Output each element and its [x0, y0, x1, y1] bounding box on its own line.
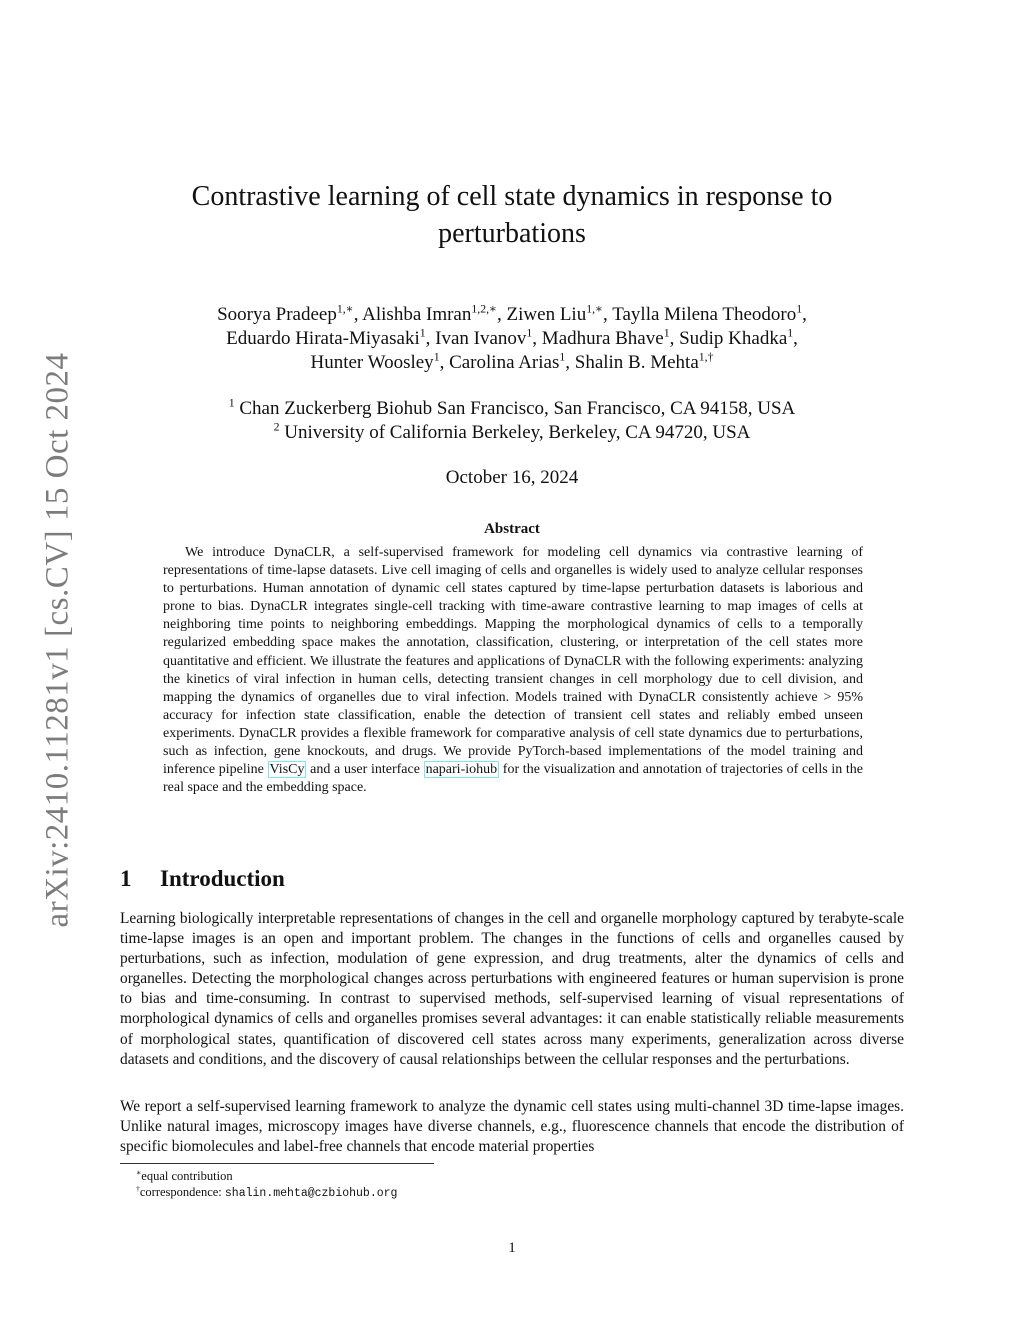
footnote-equal-contribution	[136, 1168, 233, 1184]
author-affiliation-mark: 1	[559, 350, 566, 364]
author-name: Soorya Pradeep	[217, 304, 337, 325]
author-name: Carolina Arias	[449, 352, 560, 373]
author-affiliation-mark: 1	[419, 326, 426, 340]
author-name: Ivan Ivanov	[435, 328, 527, 349]
author-name: Ziwen Liu	[506, 304, 587, 325]
author-affiliation-mark: 1	[796, 302, 803, 316]
footnote-correspondence	[136, 1184, 397, 1202]
page-number: 1	[508, 1240, 516, 1256]
author-affiliation-mark: 1,2,∗	[471, 302, 498, 316]
author-affiliation-mark: 1	[433, 350, 440, 364]
footnote-mark: ∗	[136, 1167, 142, 1177]
author-name: Eduardo Hirata-Miyasaki	[226, 328, 420, 349]
affiliation-text: Chan Zuckerberg Biohub San Francisco, San Francisco, CA 94158, USA	[239, 398, 796, 419]
footnote-rule	[120, 1163, 434, 1164]
author-name: Taylla Milena Theodoro	[612, 304, 797, 325]
abstract-heading: Abstract	[484, 521, 540, 537]
affiliations	[120, 397, 904, 445]
abstract-text: We introduce DynaCLR, a self-supervised framework for modeling cell dynamics via contrastive learning of representations of time-lapse datasets. Live cell imaging of cells and organelles is widely used to analyze cellular responses to perturbations. Human annotation of dynamic cell states captured by time-lapse perturbation datasets is laborious and prone to bias. DynaCLR integrates single-cell tracking with time-aware contrastive learning to map images of cells at neighboring time points to neighboring embeddings. Mapping the morphological dynamics of cells to a temporally regularized embedding space makes the annotation, classification, clustering, or interpretation of the cell states more quantitative and efficient. We illustrate the features and applications of DynaCLR with the following experiments: analyzing the kinetics of viral infection in human cells, detecting transient changes in cell morphology due to cell division, and mapping the dynamics of organelles due to viral infection. Models trained with DynaCLR consistently achieve > 95% accuracy for infection state classification, enable the detection of transient cell states and reliably embed unseen experiments. DynaCLR provides a flexible framework for comparative analysis of cell state dynamics due to perturbations, such as infection, gene knockouts, and drugs. We provide PyTorch-based implementations of the model training and inference pipeline	[163, 545, 863, 778]
author-name: Hunter Woosley	[310, 352, 434, 373]
viscy-link[interactable]: VisCy	[269, 762, 305, 778]
author-name: Sudip Khadka	[679, 328, 788, 349]
author-name: Madhura Bhave	[541, 328, 664, 349]
affiliation-line	[120, 421, 904, 445]
footnote-mark: †	[136, 1183, 140, 1193]
abstract-text: for the visualization and annotation of trajectories of cells in the real space and the embedding space.	[163, 762, 864, 796]
affiliation-line	[120, 397, 904, 421]
affiliation-number: 1	[228, 396, 235, 410]
abstract-text: and a user interface	[306, 762, 424, 778]
author-list: Soorya Pradeep$^{1,∗}$, Alishba Imran$^{1,2,∗}$, Ziwen Liu$^{1,∗}$, Taylla Milena Theodoro$^1$, Eduardo Hirata-Miyasaki$^1$, Ivan Ivanov$^1$, Madhura Bhave$^1$, Sudip Khadka$^1$, Hunter Woosley$^1$, Carolina Arias$^1$, Shalin B. Mehta$^{1,\dagger}$	[217, 302, 807, 373]
author-name: Alishba Imran	[362, 304, 472, 325]
intro-paragraph-2: We report a self-supervised learning framework to analyze the dynamic cell states using multi-channel 3D time-lapse images. Unlike natural images, microscopy images have diverse channels, e.g., fluorescence channels that encode the distribution of specific biomolecules and label-free channels that encode material properties	[120, 1098, 904, 1156]
napari-iohub-link[interactable]: napari-iohub	[425, 762, 498, 778]
author-name: Shalin B. Mehta	[574, 352, 699, 373]
section-title: Introduction	[160, 866, 285, 891]
affiliation-text: University of California Berkeley, Berkeley, CA 94720, USA	[284, 422, 751, 443]
author-affiliation-mark: 1	[787, 326, 794, 340]
footnote-text: correspondence:	[139, 1185, 225, 1199]
author-affiliation-mark: 1,†	[698, 350, 714, 364]
author-affiliation-mark: 1,∗	[336, 302, 354, 316]
paper-title: Contrastive learning of cell state dynamics in response to perturbations	[191, 181, 833, 249]
author-affiliation-mark: 1	[526, 326, 533, 340]
correspondence-email[interactable]: shalin.mehta@czbiohub.org	[224, 1187, 398, 1200]
arxiv-identifier: arXiv:2410.11281v1 [cs.CV] 15 Oct 2024	[39, 352, 76, 928]
footnote-text: equal contribution	[141, 1169, 233, 1183]
author-affiliation-mark: 1	[663, 326, 670, 340]
section-number: 1	[120, 866, 132, 891]
author-affiliation-mark: 1,∗	[586, 302, 604, 316]
intro-paragraph-1: Learning biologically interpretable representations of changes in the cell and organelle morphology captured by terabyte-scale time-lapse images is an open and important problem. The changes in the functions of cells and organelles caused by perturbations, such as infection, modulation of gene expression, and drug treatments, alter the dynamics of cells and organelles. Detecting the morphological changes across perturbations with engineered features or human supervision is prone to bias and time-consuming. In contrast to supervised methods, self-supervised learning of visual representations of morphological dynamics of cells and organelles promises several advantages: it can enable statistically reliable measurements of morphological states, quantification of discovered cell states across many experiments, generalization across diverse datasets and conditions, and the discovery of causal relationships between the cellular responses and the perturbations.	[120, 910, 904, 1068]
affiliation-number: 2	[273, 420, 280, 434]
publication-date: October 16, 2024	[445, 467, 579, 488]
abstract-body	[163, 544, 863, 797]
section-heading	[120, 866, 285, 892]
